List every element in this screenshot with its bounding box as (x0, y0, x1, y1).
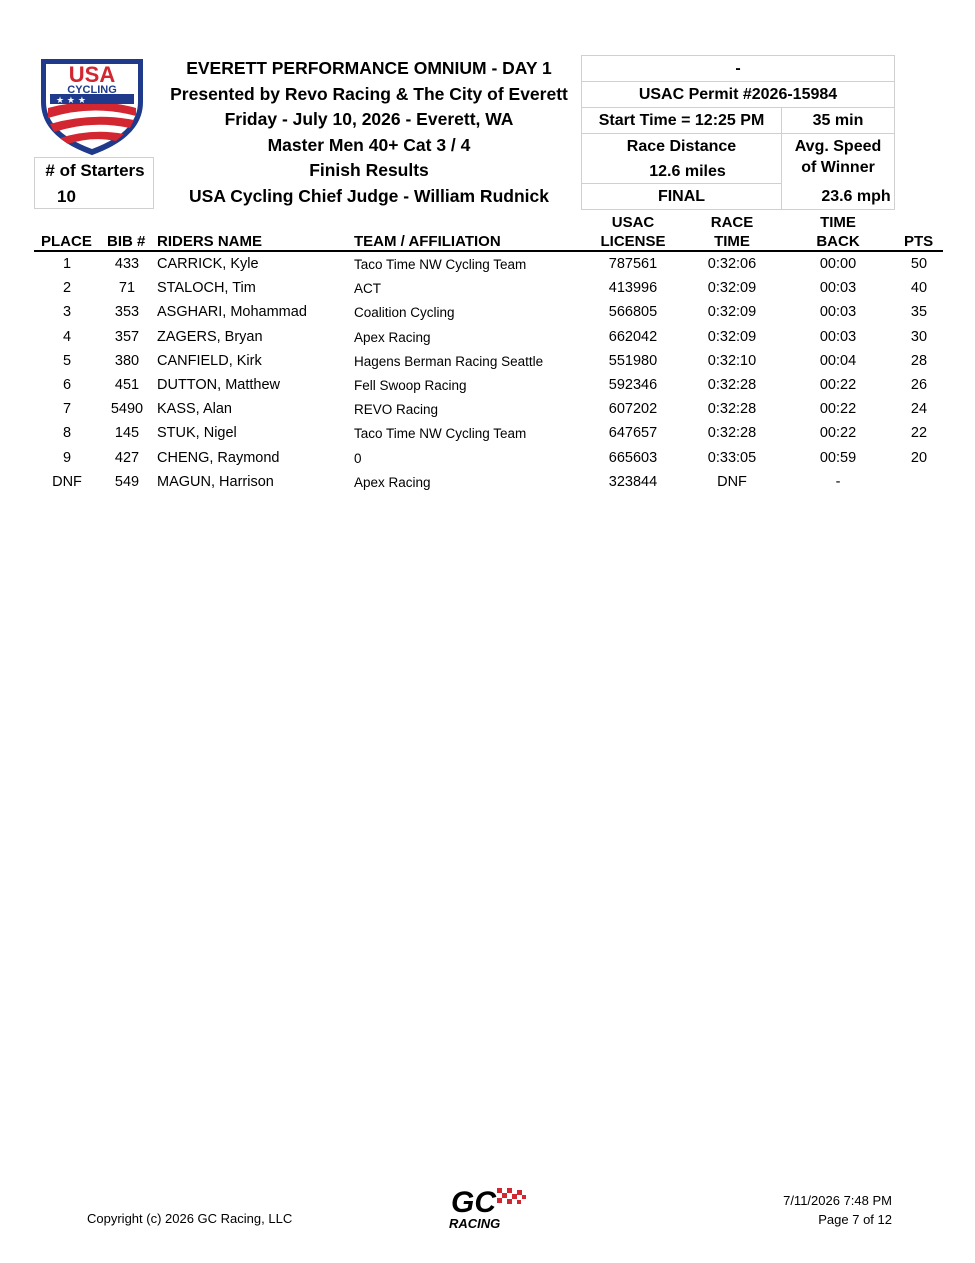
cell-place: 3 (62, 304, 72, 321)
cell-back: 00:04 (819, 352, 857, 369)
table-row (0, 474, 975, 498)
gc-logo-text: GC (451, 1186, 496, 1219)
cell-back: 00:00 (819, 256, 857, 272)
cell-license: 551980 (608, 352, 658, 369)
cell-team: Apex Racing (354, 329, 431, 345)
race-distance-value: 12.6 miles (649, 162, 726, 180)
gc-racing-logo (445, 1182, 535, 1232)
cell-time: 0:32:09 (707, 328, 757, 345)
avg-speed-label-2: of Winner (801, 159, 875, 176)
avg-speed-value: 23.6 mph (821, 188, 891, 205)
cell-bib: 380 (114, 352, 140, 369)
cell-name: DUTTON, Matthew (157, 377, 281, 393)
cell-place: 9 (62, 449, 72, 466)
cell-place: 6 (62, 377, 72, 393)
cell-license: 413996 (608, 280, 658, 297)
cell-team: Taco Time NW Cycling Team (354, 257, 527, 272)
event-category: Master Men 40+ Cat 3 / 4 (267, 135, 471, 155)
cell-name: ZAGERS, Bryan (157, 328, 263, 345)
starters-label: # of Starters (45, 161, 145, 180)
cell-time: 0:32:06 (707, 256, 757, 272)
race-duration: 35 min (781, 107, 895, 134)
header-race-time: RACE TIME (710, 214, 754, 250)
cell-bib: 71 (118, 280, 136, 297)
header-time-back: TIME BACK (816, 214, 860, 250)
header-bib: BIB # (107, 233, 146, 250)
usa-cycling-logo (36, 56, 148, 156)
cell-license: 662042 (608, 328, 658, 345)
cell-bib: 427 (114, 449, 140, 466)
header-divider (34, 250, 943, 252)
cell-pts: 50 (910, 256, 928, 272)
cell-back: 00:03 (819, 328, 857, 345)
table-row (0, 353, 975, 377)
results-type: Finish Results (309, 160, 429, 180)
cell-license: 665603 (608, 449, 658, 466)
cell-team: Apex Racing (354, 474, 431, 490)
cell-bib: 433 (114, 256, 140, 272)
cell-time: 0:32:28 (707, 425, 757, 442)
cell-back: 00:22 (819, 401, 857, 418)
logo-text-cycling: CYCLING (67, 84, 117, 96)
cell-pts: 30 (910, 328, 928, 345)
cell-place: 4 (62, 328, 72, 345)
cell-bib: 357 (114, 328, 140, 345)
race-distance-label: Race Distance (626, 137, 737, 155)
logo-text-usa: USA (68, 62, 116, 87)
table-row (0, 256, 975, 280)
cell-time: 0:32:28 (707, 377, 757, 393)
cell-bib: 451 (114, 377, 140, 393)
cell-team: Coalition Cycling (354, 305, 455, 321)
cell-name: CANFIELD, Kirk (157, 352, 262, 369)
cell-name: KASS, Alan (157, 401, 232, 418)
race-distance (581, 133, 782, 184)
cell-license: 566805 (608, 304, 658, 321)
cell-place: DNF (52, 473, 82, 490)
cell-time: DNF (717, 473, 747, 490)
cell-pts: 24 (910, 401, 928, 418)
cell-bib: 549 (114, 473, 140, 490)
cell-bib: 145 (114, 425, 140, 442)
header-pts: PTS (904, 233, 934, 250)
cell-license: 647657 (608, 425, 658, 442)
cell-pts: 20 (910, 449, 928, 466)
page-number: Page 7 of 12 (818, 1212, 892, 1227)
cell-name: CHENG, Raymond (157, 449, 280, 466)
starters-box (34, 157, 154, 209)
cell-team: Taco Time NW Cycling Team (354, 426, 527, 442)
cell-team: ACT (354, 281, 381, 297)
cell-license: 787561 (608, 256, 658, 272)
event-presented-by: Presented by Revo Racing & The City of Everett (170, 84, 568, 104)
cell-place: 2 (62, 280, 72, 297)
cell-back: 00:22 (819, 377, 857, 393)
cell-place: 1 (62, 256, 72, 272)
cell-place: 8 (62, 425, 72, 442)
table-row (0, 304, 975, 328)
table-row (0, 450, 975, 474)
cell-name: STUK, Nigel (157, 425, 237, 442)
copyright: Copyright (c) 2026 GC Racing, LLC (87, 1211, 293, 1226)
header-license: USAC LICENSE (600, 214, 666, 250)
cell-name: ASGHARI, Mohammad (157, 304, 307, 321)
cell-team: Fell Swoop Racing (354, 378, 467, 393)
header-place: PLACE (41, 233, 92, 250)
cell-name: MAGUN, Harrison (157, 473, 274, 490)
cell-time: 0:32:28 (707, 401, 757, 418)
cell-team: REVO Racing (354, 402, 439, 418)
cell-name: STALOCH, Tim (157, 280, 256, 297)
start-time: Start Time = 12:25 PM (581, 107, 782, 134)
cell-team: 0 (354, 450, 362, 466)
cell-license: 592346 (608, 377, 658, 393)
avg-speed-label-1: Avg. Speed (794, 138, 882, 155)
cell-bib: 5490 (110, 401, 144, 418)
event-title: EVERETT PERFORMANCE OMNIUM - DAY 1 (186, 58, 552, 78)
info-top: - (581, 55, 895, 82)
result-status: FINAL (581, 183, 782, 210)
cell-back: - (835, 473, 841, 490)
cell-time: 0:33:05 (707, 449, 757, 466)
cell-pts: 26 (910, 377, 928, 393)
cell-back: 00:59 (819, 449, 857, 466)
cell-time: 0:32:10 (707, 352, 757, 369)
racing-logo-text: RACING (449, 1216, 501, 1231)
event-date-location: Friday - July 10, 2026 - Everett, WA (224, 109, 514, 129)
cell-license: 323844 (608, 473, 658, 490)
table-row (0, 401, 975, 425)
cell-name: CARRICK, Kyle (157, 256, 259, 272)
cell-license: 607202 (608, 401, 658, 418)
starters-value: 10 (57, 187, 76, 206)
cell-place: 7 (62, 401, 72, 418)
table-row (0, 377, 975, 401)
usac-permit: USAC Permit #2026-15984 (581, 81, 895, 108)
header-name: RIDERS NAME (157, 233, 263, 250)
cell-pts: 40 (910, 280, 928, 297)
cell-time: 0:32:09 (707, 304, 757, 321)
cell-team: Hagens Berman Racing Seattle (354, 353, 544, 369)
print-timestamp: 7/11/2026 7:48 PM (783, 1193, 892, 1208)
cell-pts: 35 (910, 304, 928, 321)
cell-place: 5 (62, 352, 72, 369)
cell-pts: 28 (910, 352, 928, 369)
avg-speed (781, 133, 895, 210)
cell-bib: 353 (114, 304, 140, 321)
header-team: TEAM / AFFILIATION (354, 233, 501, 250)
chief-judge: USA Cycling Chief Judge - William Rudnick (189, 186, 549, 206)
svg-text:★ ★ ★: ★ ★ ★ (56, 96, 86, 106)
table-row (0, 329, 975, 353)
table-row (0, 425, 975, 449)
table-row (0, 280, 975, 304)
cell-back: 00:22 (819, 425, 857, 442)
cell-time: 0:32:09 (707, 280, 757, 297)
cell-back: 00:03 (819, 304, 857, 321)
cell-pts: 22 (910, 425, 928, 442)
cell-back: 00:03 (819, 280, 857, 297)
